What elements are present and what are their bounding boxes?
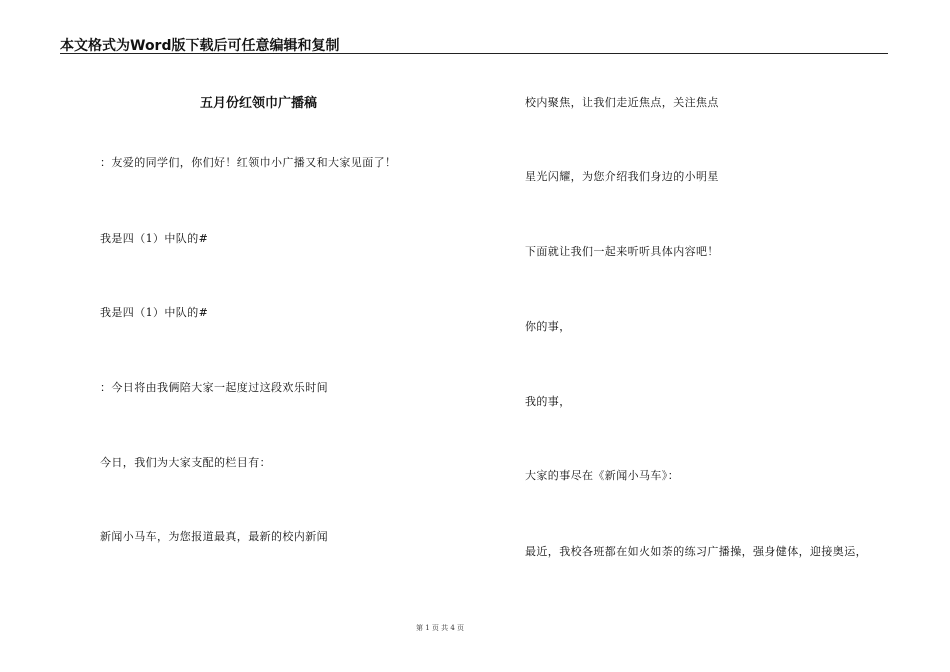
- right-paragraph-2: 星光闪耀，为您介绍我们身边的小明星: [525, 170, 719, 183]
- left-paragraph-1: ：友爱的同学们，你们好！红领巾小广播又和大家见面了！: [100, 156, 397, 169]
- header-divider: [60, 53, 888, 54]
- right-paragraph-6: 大家的事尽在《新闻小马车》：: [525, 469, 680, 482]
- left-paragraph-4: ：今日将由我俩陪大家一起度过这段欢乐时间: [100, 381, 328, 394]
- right-paragraph-7: 最近，我校各班都在如火如荼的练习广播操，强身健体，迎接奥运，: [525, 545, 867, 558]
- left-paragraph-5: 今日，我们为大家支配的栏目有：: [100, 456, 271, 469]
- right-paragraph-3: 下面就让我们一起来听听具体内容吧！: [525, 245, 719, 258]
- right-paragraph-5: 我的事，: [525, 395, 571, 408]
- left-paragraph-3: 我是四（1）中队的#: [100, 306, 209, 319]
- page-number-footer: 第 1 页 共 4 页: [415, 624, 465, 632]
- document-title: 五月份红领巾广播稿: [200, 96, 318, 111]
- right-paragraph-1: 校内聚焦，让我们走近焦点，关注焦点: [525, 96, 719, 109]
- right-paragraph-4: 你的事，: [525, 320, 571, 333]
- document-header-title: 本文格式为Word版下载后可任意编辑和复制: [60, 38, 340, 54]
- left-paragraph-6: 新闻小马车，为您报道最真，最新的校内新闻: [100, 530, 328, 543]
- left-paragraph-2: 我是四（1）中队的#: [100, 232, 209, 245]
